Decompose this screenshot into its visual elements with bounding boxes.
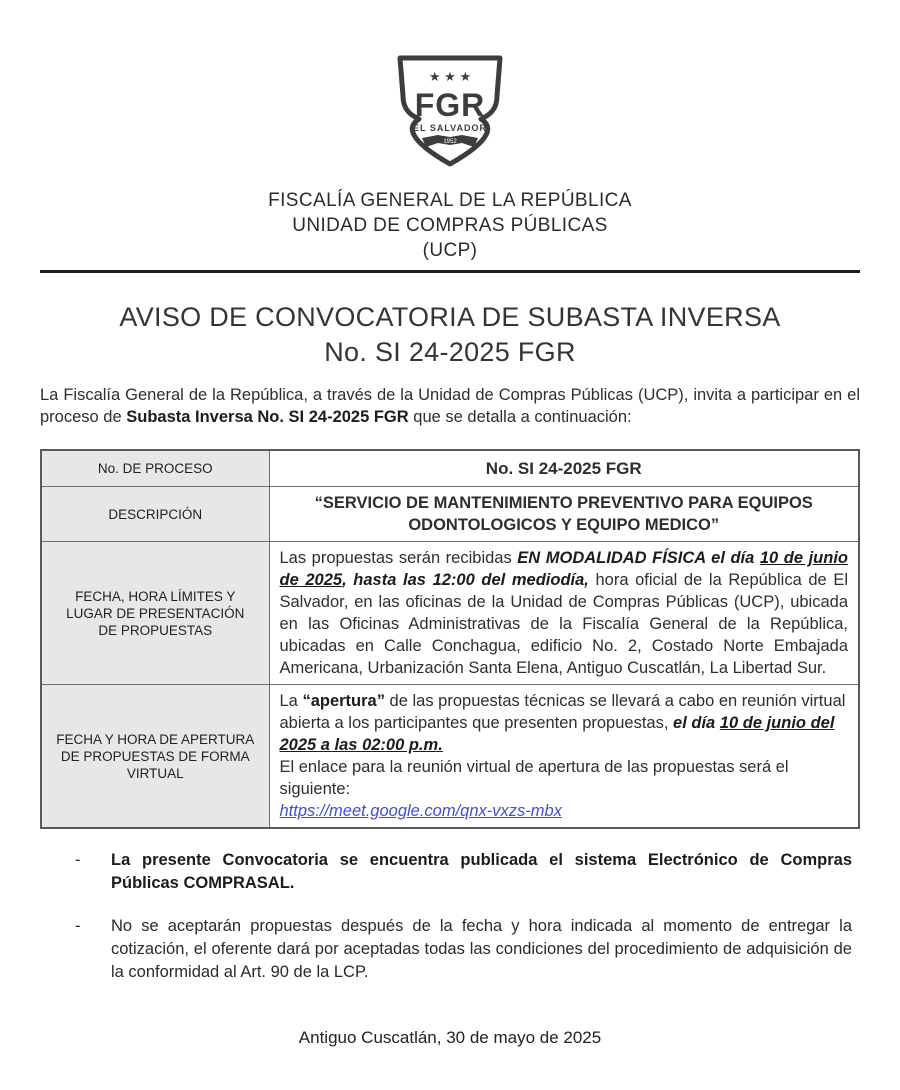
submission-text-1: Las propuestas serán recibidas: [279, 549, 518, 567]
table-row-description: [41, 487, 859, 542]
logo-acronym: FGR: [414, 87, 486, 123]
description-label: DESCRIPCIÓN: [41, 487, 269, 542]
opening-text-2: de las propuestas técnicas se llevará a cabo en reunión virtual abierta a los participantes que presenten propuestas,: [279, 692, 846, 732]
org-name: FISCALÍA GENERAL DE LA REPÚBLICA: [268, 190, 632, 211]
table-row-process-number: [41, 450, 859, 487]
note-comprasal: La presente Convocatoria se encuentra publicada el sistema Electrónico de Compras Públicas COMPRASAL.: [111, 851, 852, 892]
process-number-value: No. SI 24-2025 FGR: [269, 450, 859, 487]
notes-list: [75, 849, 852, 984]
opening-value: [269, 685, 859, 829]
submission-label: FECHA, HORA LÍMITES Y LUGAR DE PRESENTACIÓN DE PROPUESTAS: [41, 542, 269, 685]
opening-date-prefix: el día: [673, 714, 720, 732]
org-unit-acronym: (UCP): [422, 240, 478, 261]
process-details-table: [40, 449, 860, 829]
meeting-link[interactable]: https://meet.google.com/qnx-vxzs-mbx: [279, 802, 562, 820]
description-value: “SERVICIO DE MANTENIMIENTO PREVENTIVO PARA EQUIPOS ODONTOLOGICOS Y EQUIPO MEDICO”: [269, 487, 859, 542]
opening-date: 10 de junio del 2025 a las 02:00 p.m.: [279, 714, 835, 754]
opening-text-1: La: [279, 692, 303, 710]
star-icons: ★ ★ ★: [428, 69, 472, 84]
opening-keyword: “apertura”: [302, 692, 385, 710]
submission-modality: EN MODALIDAD FÍSICA el día: [517, 549, 760, 567]
title-line2: No. SI 24-2025 FGR: [324, 337, 576, 367]
intro-process-number: Subasta Inversa No. SI 24-2025 FGR: [126, 408, 409, 426]
logo-country: EL SALVADOR: [412, 123, 488, 133]
table-row-opening: [41, 685, 859, 829]
page-title: [40, 300, 860, 370]
submission-text-2: hora oficial de la República de El Salvador, en las oficinas de la Unidad de Compras Públicas (UCP), ubicada en las Oficinas Administrativas de la Fiscalía General de la República, ubicadas en Calle Conchagua, edificio No. 2, Costado Norte Embajada Americana, Urbanización Santa Elena, Antiguo Cuscatlán, La Libertad Sur.: [279, 571, 848, 677]
logo-year: 1952: [443, 139, 457, 145]
submission-time: , hasta las 12:00 del mediodía,: [342, 571, 596, 589]
note-deadline: No se aceptarán propuestas después de la fecha y hora indicada al momento de entregar la cotización, el oferente dará por aceptadas todas las condiciones del procedimiento de adquisición de la conformidad al Art. 90 de la LCP.: [111, 917, 852, 981]
submission-date: 10 de junio de 2025: [279, 549, 848, 589]
table-row-submission: [41, 542, 859, 685]
title-line1: AVISO DE CONVOCATORIA DE SUBASTA INVERSA: [119, 302, 781, 332]
opening-label: FECHA Y HORA DE APERTURA DE PROPUESTAS DE FORMA VIRTUAL: [41, 685, 269, 829]
opening-link-intro: El enlace para la reunión virtual de apertura de las propuestas será el siguiente:: [279, 758, 789, 798]
header-divider: [40, 270, 860, 273]
org-unit: UNIDAD DE COMPRAS PÚBLICAS: [292, 215, 608, 236]
submission-value: [269, 542, 859, 685]
fgr-logo: [386, 50, 514, 174]
bullet-dash: -: [75, 851, 81, 869]
logo-container: [0, 0, 900, 174]
document-dateline: Antiguo Cuscatlán, 30 de mayo de 2025: [298, 1028, 602, 1047]
list-item: [75, 915, 852, 984]
intro-text-1: La Fiscalía General de la República, a través de la Unidad de Compras Públicas (UCP), invita a participar en el proceso de: [40, 386, 860, 426]
list-item: [75, 849, 852, 895]
org-header: [0, 188, 900, 263]
intro-text-2: que se detalla a continuación:: [408, 408, 632, 426]
intro-paragraph: [40, 384, 860, 428]
process-number-label: No. DE PROCESO: [41, 450, 269, 487]
opening-paragraph: [280, 690, 849, 756]
bullet-dash: -: [75, 917, 81, 935]
